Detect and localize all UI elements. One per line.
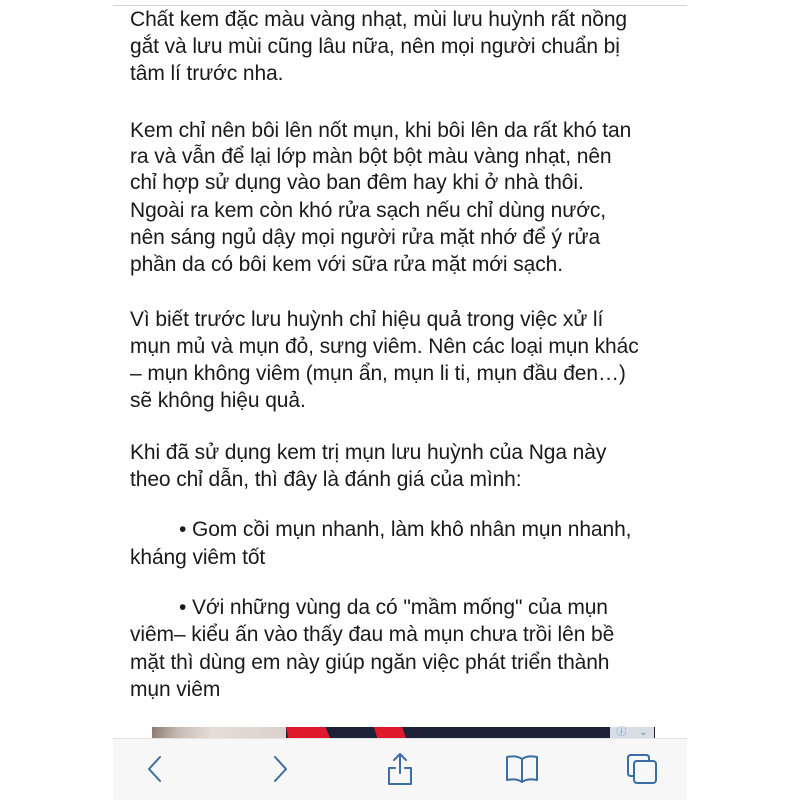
article-text-line: • Với những vùng da có "mầm mống" của mụn: [179, 596, 608, 619]
article-text-line: nên sáng ngủ dậy mọi người rửa mặt nhớ để ý rửa: [130, 226, 601, 249]
article-text-line: tâm lí trước nha.: [130, 62, 284, 85]
browser-toolbar: [113, 738, 687, 800]
article-text-line: Ngoài ra kem còn khó rửa sạch nếu chỉ dùng nước,: [130, 199, 607, 222]
article-text-line: mụn mủ và mụn đỏ, sưng viêm. Nên các loại mụn khác: [130, 335, 639, 358]
ad-graphic-stripe: [374, 727, 406, 738]
back-button[interactable]: [135, 751, 175, 787]
ad-info-icon[interactable]: ⓘ: [616, 727, 627, 738]
ad-graphic-stripe: [286, 727, 330, 738]
ad-image: [152, 727, 286, 738]
article-text-line: chỉ hợp sử dụng vào ban đêm hay khi ở nhà thôi.: [130, 171, 584, 194]
forward-button[interactable]: [260, 751, 300, 787]
ad-banner[interactable]: [152, 727, 655, 738]
chevron-left-icon: [145, 754, 165, 784]
article-text-line: Khi đã sử dụng kem trị mụn lưu huỳnh của Nga này: [130, 441, 607, 464]
article-text-line: viêm– kiểu ấn vào thấy đau mà mụn chưa trồi lên bề: [130, 623, 615, 646]
mobile-browser-screen: [113, 0, 687, 800]
article-text-line: phần da có bôi kem với sữa rửa mặt mới sạch.: [130, 253, 563, 276]
article-text-line: ra và vẫn để lại lớp màn bột bột màu vàng nhạt, nên: [130, 145, 612, 168]
tabs-button[interactable]: [622, 751, 662, 787]
share-button[interactable]: [380, 751, 420, 787]
article-text-line: • Gom cồi mụn nhanh, làm khô nhân mụn nhanh,: [179, 518, 632, 541]
book-icon: [504, 753, 540, 785]
article-text-line: gắt và lưu mùi cũng lâu nữa, nên mọi người chuẩn bị: [130, 35, 620, 58]
article-text-line: Kem chỉ nên bôi lên nốt mụn, khi bôi lên da rất khó tan: [130, 119, 632, 142]
article-text-line: mụn viêm: [130, 678, 221, 701]
tabs-icon: [625, 752, 659, 786]
article-text-line: Vì biết trước lưu huỳnh chỉ hiệu quả trong việc xử lí: [130, 308, 604, 331]
article-text-line: Chất kem đặc màu vàng nhạt, mùi lưu huỳnh rất nồng: [130, 8, 628, 31]
chevron-right-icon: [270, 754, 290, 784]
article-text-line: kháng viêm tốt: [130, 546, 266, 569]
ad-controls: [610, 727, 654, 738]
article-text-line: theo chỉ dẫn, thì đây là đánh giá của mình:: [130, 468, 522, 491]
article-text-line: sẽ không hiệu quả.: [130, 389, 306, 412]
article-text-line: – mụn không viêm (mụn ẩn, mụn li ti, mụn đầu đen…): [130, 362, 626, 385]
article-text-line: mặt thì dùng em này giúp ngăn việc phát triển thành: [130, 651, 610, 674]
article-content: [113, 0, 687, 727]
bookmarks-button[interactable]: [502, 751, 542, 787]
share-icon: [385, 751, 415, 787]
ad-close-icon[interactable]: ⌄: [639, 727, 648, 738]
